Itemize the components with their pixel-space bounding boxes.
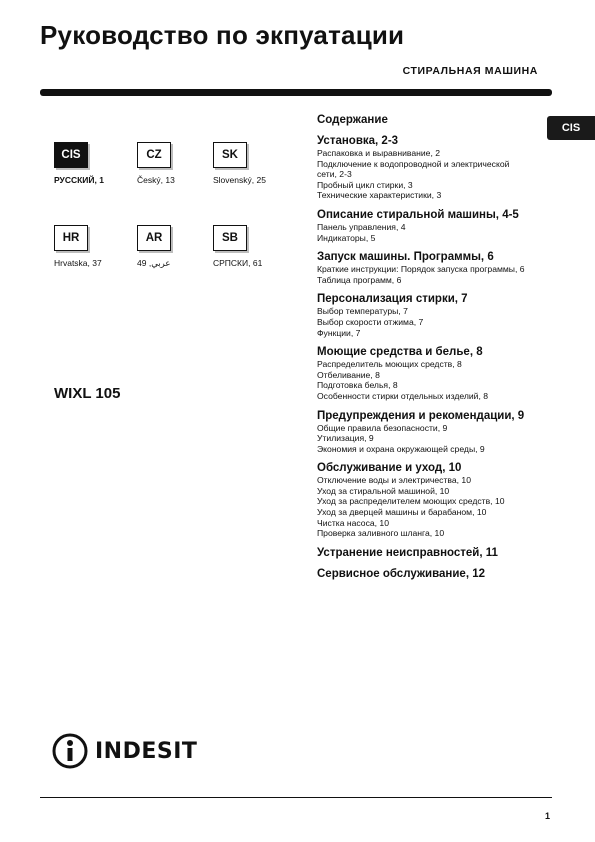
- language-code-sk[interactable]: SK: [213, 142, 247, 168]
- toc-section-title[interactable]: Моющие средства и белье, 8: [317, 346, 483, 359]
- toc-item[interactable]: Отключение воды и электричества, 10: [317, 475, 471, 486]
- toc-item[interactable]: Индикаторы, 5: [317, 232, 376, 243]
- toc-item[interactable]: Экономия и охрана окружающей среды, 9: [317, 443, 485, 454]
- toc-item[interactable]: Выбор скорости отжима, 7: [317, 316, 424, 327]
- toc-item[interactable]: Таблица программ, 6: [317, 274, 402, 285]
- language-code-sb[interactable]: SB: [213, 225, 247, 251]
- language-label-sb[interactable]: СРПСКИ, 61: [213, 258, 263, 268]
- model-name: WIXL 105: [54, 385, 121, 402]
- toc-section: [317, 134, 567, 201]
- toc-item[interactable]: Распаковка и выравнивание, 2: [317, 148, 441, 158]
- toc-section: [317, 208, 567, 243]
- toc-section: [317, 546, 567, 560]
- language-label-cis[interactable]: РУССКИЙ, 1: [54, 175, 104, 185]
- toc-section: [317, 567, 567, 581]
- toc-heading: Содержание: [317, 114, 388, 126]
- toc-section-title[interactable]: Устранение неисправностей, 11: [317, 546, 498, 559]
- toc-item[interactable]: Пробный цикл стирки, 3: [317, 179, 413, 190]
- table-of-contents: [317, 114, 567, 588]
- toc-item[interactable]: Выбор температуры, 7: [317, 306, 408, 317]
- toc-item[interactable]: Уход за дверцей машины и барабаном, 10: [317, 507, 487, 518]
- toc-item[interactable]: Функции, 7: [317, 327, 361, 338]
- language-label-cz[interactable]: Český, 13: [137, 175, 175, 185]
- toc-section: [317, 409, 567, 455]
- page-number: 1: [544, 811, 550, 821]
- page-title: Руководство по экпуатации: [40, 20, 405, 50]
- language-code-cz[interactable]: CZ: [137, 142, 171, 168]
- language-code-ar[interactable]: AR: [137, 225, 171, 251]
- language-label-sk[interactable]: Slovenský, 25: [213, 175, 266, 185]
- toc-section-title[interactable]: Обслуживание и уход, 10: [317, 462, 462, 475]
- language-code-cis[interactable]: CIS: [54, 142, 88, 168]
- toc-section: [317, 292, 567, 338]
- toc-section: [317, 345, 567, 401]
- toc-section-title[interactable]: Сервисное обслуживание, 12: [317, 567, 486, 580]
- toc-item[interactable]: Подключение к водопроводной и электрической сети, 2-3: [317, 158, 510, 180]
- toc-item[interactable]: Отбеливание, 8: [317, 369, 380, 380]
- toc-section: [317, 250, 567, 285]
- indesit-i-logo-icon: [51, 733, 89, 769]
- toc-item[interactable]: Уход за стиральной машиной, 10: [317, 485, 450, 496]
- toc-item[interactable]: Особенности стирки отдельных изделий, 8: [317, 390, 488, 401]
- toc-item[interactable]: Утилизация, 9: [317, 433, 374, 444]
- brand-logo: [51, 733, 197, 769]
- language-label-ar[interactable]: عربي, 49: [137, 258, 171, 268]
- toc-section: [317, 461, 567, 539]
- toc-item[interactable]: Уход за распределителем моющих средств, 10: [317, 496, 505, 507]
- document-subtitle: СТИРАЛЬНАЯ МАШИНА: [402, 65, 538, 77]
- toc-item[interactable]: Технические характеристики, 3: [317, 190, 442, 201]
- toc-item[interactable]: Подготовка белья, 8: [317, 380, 398, 391]
- toc-section-title[interactable]: Персонализация стирки, 7: [317, 293, 468, 306]
- toc-item[interactable]: Распределитель моющих средств, 8: [317, 359, 462, 370]
- header-divider: [40, 89, 552, 96]
- language-code-hr[interactable]: HR: [54, 225, 88, 251]
- toc-section-title[interactable]: Предупреждения и рекомендации, 9: [317, 409, 525, 422]
- toc-item[interactable]: Проверка заливного шланга, 10: [317, 528, 445, 539]
- footer-divider: [40, 797, 552, 798]
- toc-item[interactable]: Краткие инструкции: Порядок запуска программы, 6: [317, 264, 525, 275]
- toc-section-title[interactable]: Запуск машины. Программы, 6: [317, 251, 494, 264]
- toc-item[interactable]: Чистка насоса, 10: [317, 517, 389, 528]
- language-side-tab[interactable]: CIS: [547, 116, 595, 140]
- toc-item[interactable]: Панель управления, 4: [317, 221, 406, 232]
- toc-section-title[interactable]: Описание стиральной машины, 4-5: [317, 208, 519, 221]
- language-label-hr[interactable]: Hrvatska, 37: [54, 258, 102, 268]
- toc-section-title[interactable]: Установка, 2-3: [317, 135, 399, 147]
- toc-item[interactable]: Общие правила безопасности, 9: [317, 422, 448, 433]
- brand-name: INDESIT: [95, 738, 198, 764]
